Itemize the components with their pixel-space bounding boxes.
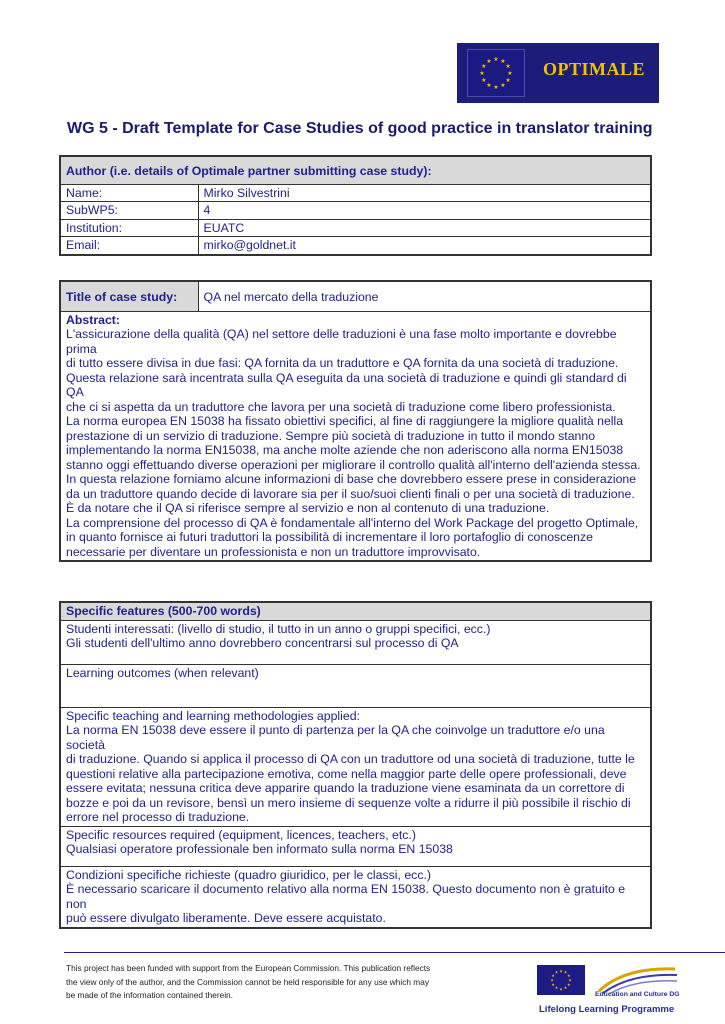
table-row [60, 184, 651, 202]
abstract-line: prestazione di un servizio di traduzione. Sempre più società di traduzione in tutto il mondo stanno [66, 428, 596, 443]
abstract-line: Questa relazione sarà incentrata sulla QA eseguita da una società di traduzione e quindi gli standard di QA [66, 370, 627, 399]
footer-disclaimer [66, 962, 476, 1003]
flag-star: ★ [507, 71, 513, 78]
conditions-line: può essere divulgato liberamente. Deve essere acquistato. [66, 911, 386, 925]
flag-star: ★ [563, 985, 568, 991]
flag-star: ★ [500, 58, 506, 65]
author-header: Author (i.e. details of Optimale partner submitting case study): [60, 156, 651, 184]
abstract-line: implementando la norma EN15038, ma anche molte aziende che non aderiscono alla norma EN15038 [66, 443, 624, 457]
methods-line: errore nel processo di traduzione. [66, 810, 250, 824]
abstract-line: L'assicurazione della qualità (QA) nel settore delle traduzioni è una fase molto importante e dovrebbe prima [66, 327, 617, 356]
abstract-line: In questa relazione forniamo alcune informazioni di base che dovrebbero essere prese in considerazione [66, 472, 637, 486]
students-text: Gli studenti dell'ultimo anno dovrebbero concentrarsi sul processo di QA [66, 636, 459, 650]
table-row [60, 620, 651, 664]
subwp-value: 4 [198, 202, 651, 220]
table-row [60, 707, 651, 826]
outcomes-cell [60, 664, 651, 707]
table-row [60, 826, 651, 866]
author-table [59, 155, 652, 256]
flag-star: ★ [563, 969, 568, 975]
logo-text: OPTIMALE [543, 59, 646, 79]
table-row [60, 866, 651, 928]
email-value: mirko@goldnet.it [198, 237, 651, 255]
conditions-label: Condizioni specifiche richieste (quadro giuridico, per le classi, ecc.) [66, 867, 431, 882]
lifelong-learning-logo [537, 961, 687, 1019]
flag-star: ★ [566, 981, 571, 987]
case-title-label: Title of case study: [60, 281, 198, 311]
students-label: Studenti interessati: (livello di studio, il tutto in un anno o gruppi specifici, ecc.) [66, 621, 491, 636]
flag-star: ★ [568, 977, 572, 983]
flag-star: ★ [505, 64, 511, 71]
features-header: Specific features (500-700 words) [60, 602, 651, 620]
email-label: Email: [60, 237, 198, 255]
programme-label: Lifelong Learning Programme [539, 1004, 675, 1015]
flag-star: ★ [554, 985, 559, 991]
flag-star: ★ [500, 83, 506, 90]
abstract-line: stanno oggi effettuando diverse operazioni per migliorare il controllo qualità all'interno dell'azienda stessa. [66, 457, 641, 472]
features-table [59, 601, 652, 929]
abstract-line: di tutto essere divisa in due fasi: QA fornita da un traduttore e QA fornita da una società di traduzione. [66, 356, 619, 370]
flag-star: ★ [493, 57, 499, 64]
methods-cell [60, 707, 651, 826]
institution-value: EUATC [198, 219, 651, 237]
abstract-cell [60, 311, 651, 561]
flag-star: ★ [550, 977, 554, 983]
case-title-value: QA nel mercato della traduzione [198, 281, 651, 311]
disclaimer-line: This project has been funded with support from the European Commission. This publication reflects [66, 963, 431, 973]
flag-star: ★ [505, 78, 511, 85]
methods-line: bozze e poi da un revisore, bensì un mero insieme di sequenze volte a ridurre il più possibile il rischio di [66, 795, 631, 810]
name-label: Name: [60, 184, 198, 202]
table-row [60, 281, 651, 311]
flag-star: ★ [481, 64, 487, 71]
table-row [60, 219, 651, 237]
methods-line: La norma EN 15038 deve essere il punto di partenza per la QA che coinvolge un traduttore e/o una società [66, 723, 605, 752]
resources-text: Qualsiasi operatore professionale ben informato sulla norma EN 15038 [66, 842, 453, 856]
institution-label: Institution: [60, 219, 198, 237]
flag-star: ★ [486, 83, 492, 90]
abstract-line: La norma europea EN 15038 ha fissato obiettivi specifici, al fine di raggiungere la migliore qualità nella [66, 414, 624, 428]
case-study-table [59, 280, 652, 562]
eu-flag-small-icon [537, 965, 585, 995]
abstract-line: necessarie per diventare un professionista e non un traduttore improvvisato. [66, 544, 481, 559]
disclaimer-line: the view only of the author, and the Commission cannot be held responsible for any use which may [66, 976, 429, 987]
eu-flag-icon [467, 49, 525, 97]
conditions-line: È necessario scaricare il documento relativo alla norma EN 15038. Questo documento non è gratuito e non [66, 882, 626, 911]
flag-star: ★ [554, 969, 559, 975]
flag-star: ★ [551, 981, 556, 987]
methods-line: essere evitata; nessuna critica deve apparire quando la traduzione viene esaminata da un correttore di [66, 781, 625, 795]
methods-line: questioni relative alla partecipazione emotiva, come nella maggior parte delle opere professionali, deve [66, 766, 627, 781]
methods-line: di traduzione. Quando si applica il processo di QA con un traduttore od una società di traduzione, tutte le [66, 752, 635, 766]
abstract-line: che ci si aspetta da un traduttore che lavora per una società di traduzione come libero professionista. [66, 399, 616, 414]
flag-star: ★ [479, 71, 485, 78]
table-row [60, 311, 651, 561]
outcomes-label: Learning outcomes (when relevant) [66, 665, 259, 680]
abstract-line: È da notare che il QA si riferisce sempre al servizio e non al contenuto di una traduzione. [66, 501, 550, 515]
disclaimer-line: be made of the information contained therein. [66, 990, 233, 1000]
students-cell [60, 620, 651, 664]
abstract-line: in quanto fornisce ai futuri traduttori la possibilità di incrementare il loro portafoglio di conoscenze [66, 530, 594, 544]
abstract-line: La comprensione del processo di QA è fondamentale all'interno del Work Package del progetto Optimale, [66, 515, 639, 530]
optimale-logo [457, 43, 659, 103]
conditions-cell [60, 866, 651, 928]
footer-divider [64, 952, 725, 953]
table-row [60, 202, 651, 220]
abstract-label: Abstract: [66, 312, 120, 327]
subwp-label: SubWP5: [60, 202, 198, 220]
flag-star: ★ [551, 972, 556, 978]
resources-cell [60, 826, 651, 866]
flag-star: ★ [481, 78, 487, 85]
flag-star: ★ [559, 968, 563, 974]
flag-star: ★ [566, 972, 571, 978]
name-value: Mirko Silvestrini [198, 184, 651, 202]
methods-label: Specific teaching and learning methodologies applied: [66, 708, 360, 723]
flag-star: ★ [559, 986, 563, 992]
abstract-line: da un traduttore quando decide di lavorare sia per il suo/suoi clienti finali o per una società di traduzione. [66, 486, 635, 501]
flag-star: ★ [486, 58, 492, 65]
resources-label: Specific resources required (equipment, licences, teachers, etc.) [66, 827, 416, 842]
table-row [60, 237, 651, 255]
table-row [60, 664, 651, 707]
flag-star: ★ [493, 85, 499, 92]
page-title: WG 5 - Draft Template for Case Studies of good practice in translator training [67, 120, 653, 137]
education-culture-label: Education and Culture DG [595, 991, 680, 998]
